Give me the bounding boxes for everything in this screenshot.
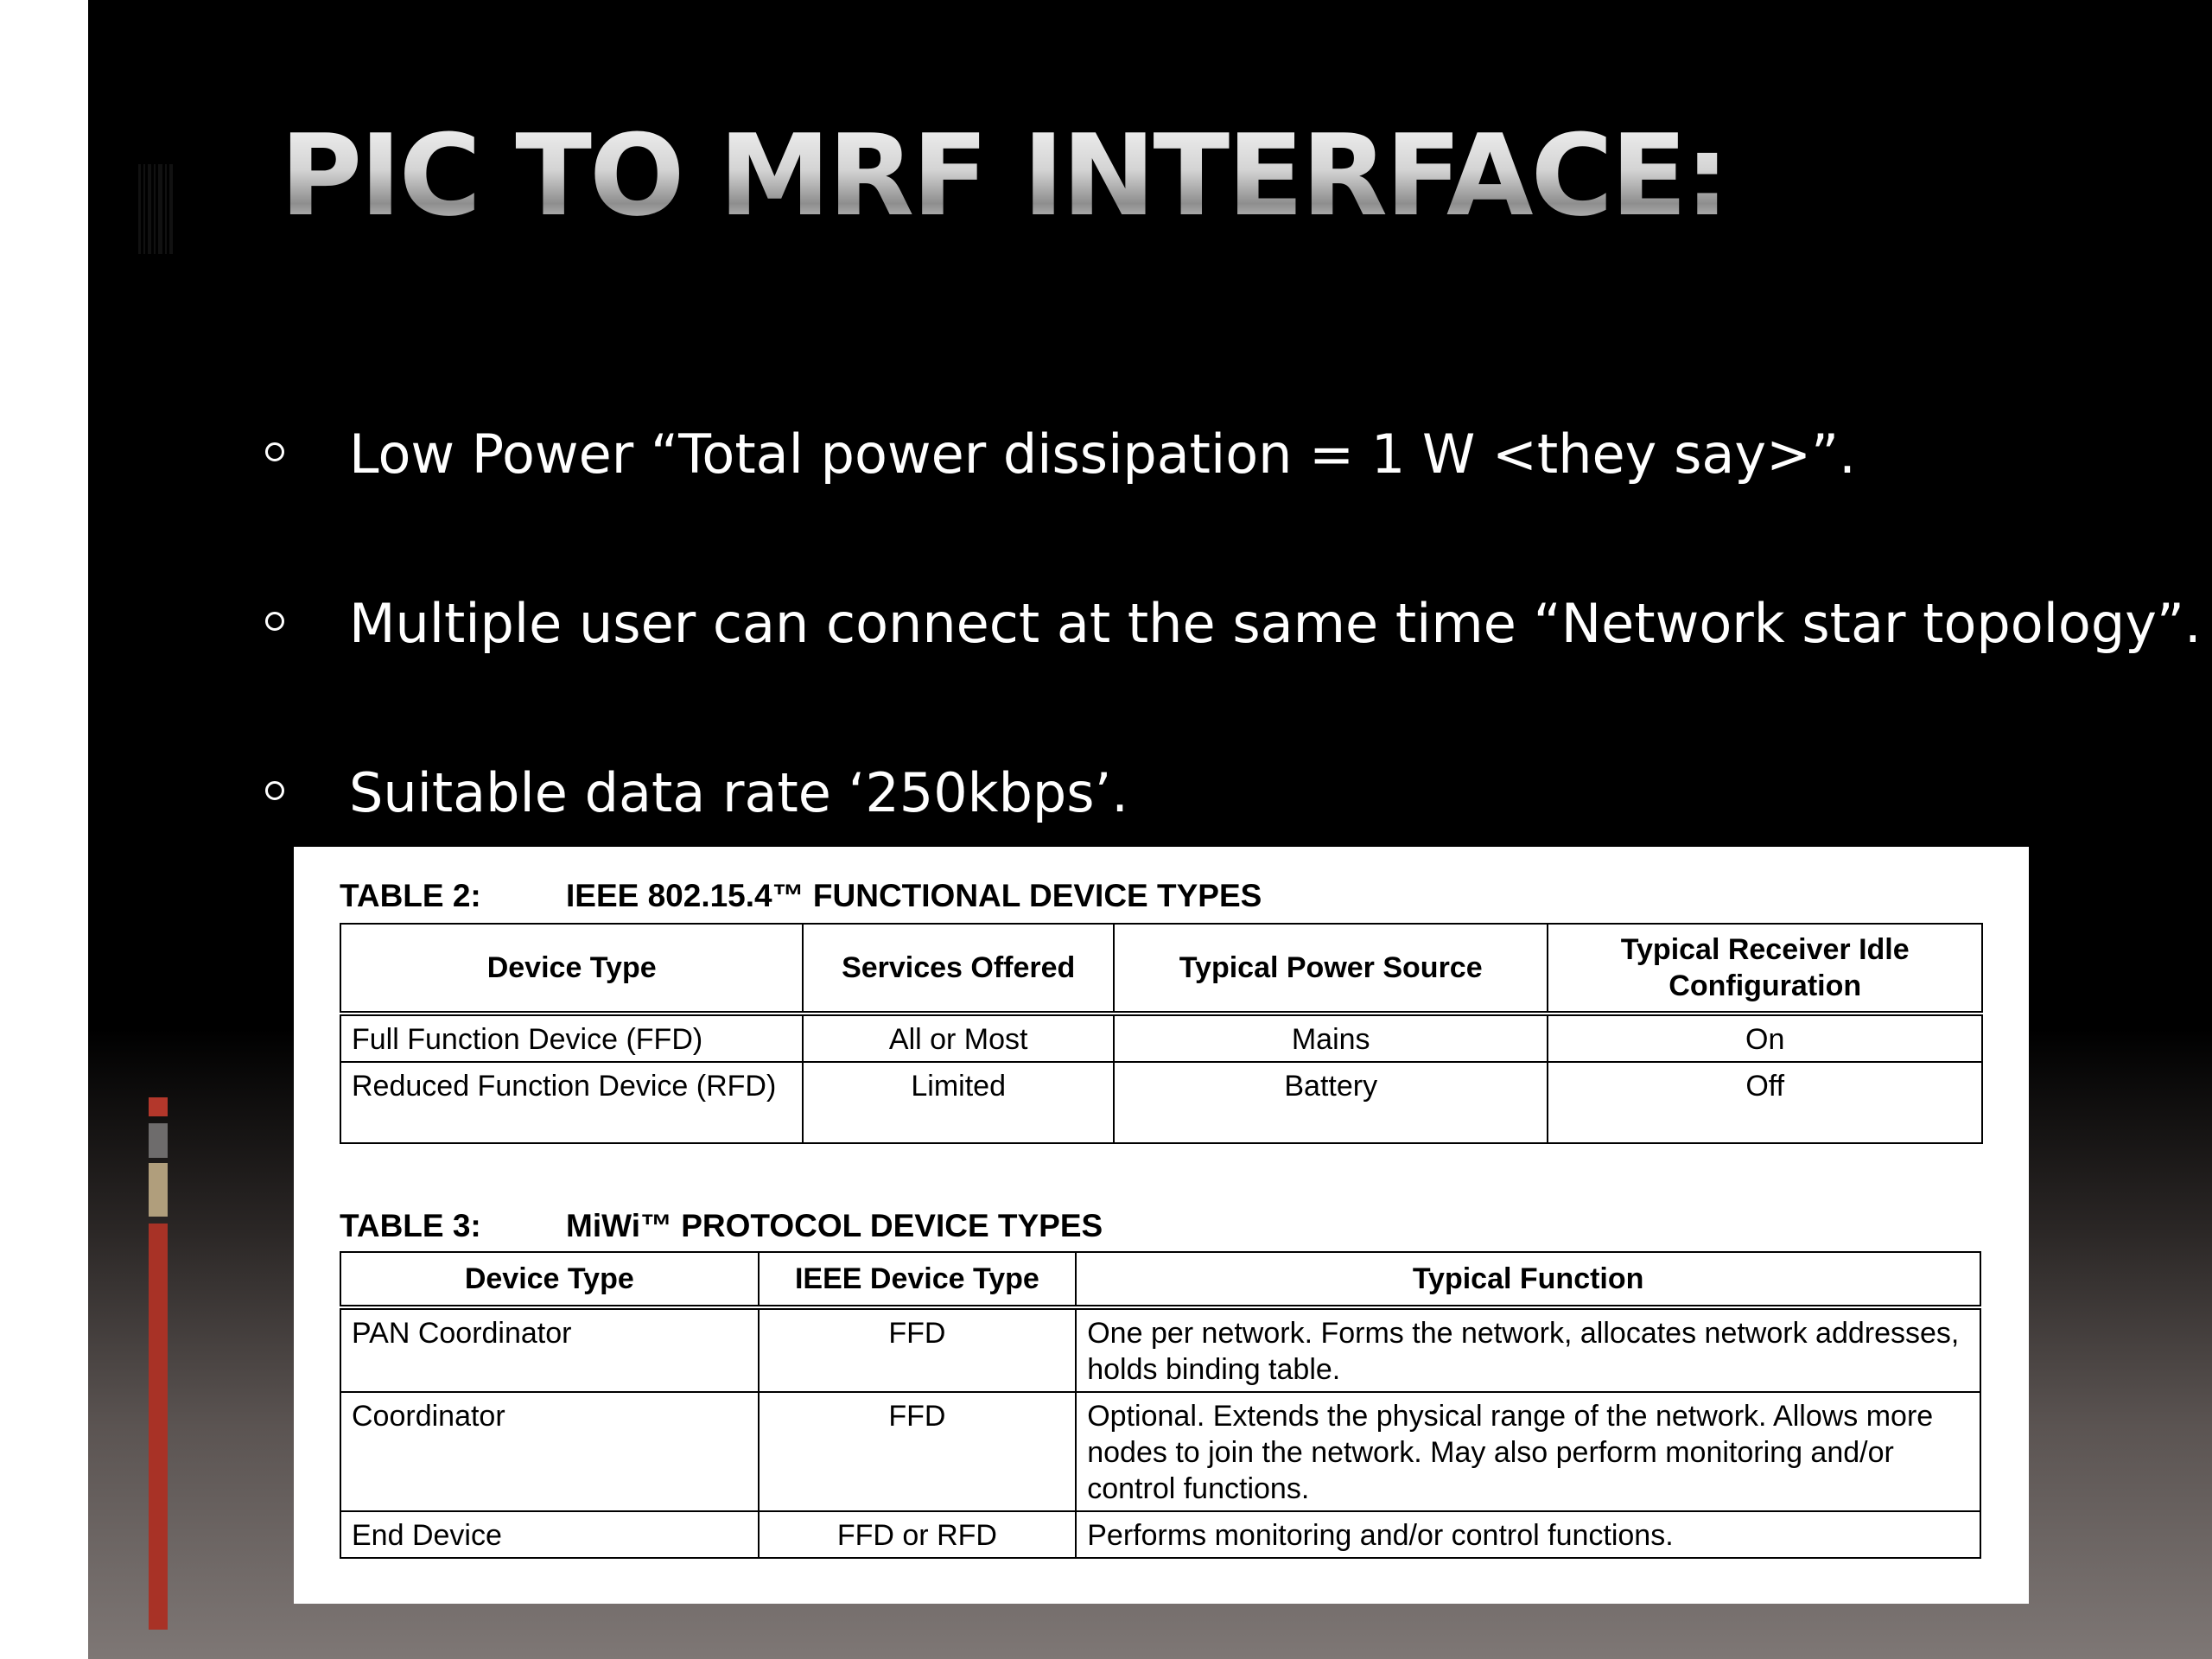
table2-label: TABLE 2: [340,878,481,913]
table2-header-cell: Typical Power Source [1114,924,1548,1014]
bullet-text: Low Power “Total power dissipation = 1 W <they say>”. [349,423,1856,486]
decorative-bar [149,1224,168,1630]
table-cell: One per network. Forms the network, allocates network addresses, holds binding table. [1076,1307,1980,1392]
table2 [340,923,1983,1144]
bullet-circle-icon [265,442,284,461]
decorative-bar [149,1163,168,1217]
table-cell: Coordinator [340,1392,759,1511]
slide-title: PIC TO MRF INTERFACE: [280,110,1727,241]
table3-label: TABLE 3: [340,1208,481,1243]
tables-image [294,847,2029,1604]
table3-header-row [340,1252,1980,1307]
table-cell: End Device [340,1511,759,1558]
bullet-text: Suitable data rate ‘250kbps’. [349,761,1128,824]
decorative-stripes [138,164,175,254]
table3-title: MiWi™ PROTOCOL DEVICE TYPES [566,1208,1103,1243]
table3-header-cell: IEEE Device Type [759,1252,1077,1307]
table-cell: On [1548,1014,1982,1062]
table-cell: FFD or RFD [759,1511,1077,1558]
table-cell: Battery [1114,1062,1548,1143]
bullet-circle-icon [265,612,284,631]
table-cell: Limited [803,1062,1114,1143]
table-cell: Mains [1114,1014,1548,1062]
table-cell: Performs monitoring and/or control functions. [1076,1511,1980,1558]
bullet-text: Multiple user can connect at the same time “Network star topology”. [349,592,2202,655]
decorative-bar [149,1097,168,1116]
table-cell: All or Most [803,1014,1114,1062]
table-row [340,1511,1980,1558]
decorative-bar [149,1123,168,1158]
table2-header-cell: Typical Receiver Idle Configuration [1548,924,1982,1014]
table2-header-cell: Device Type [340,924,803,1014]
table-cell: Reduced Function Device (RFD) [340,1062,803,1143]
table-row [340,1307,1980,1392]
table-row [340,1062,1982,1143]
table2-title: IEEE 802.15.4™ FUNCTIONAL DEVICE TYPES [566,878,1262,913]
table-cell: PAN Coordinator [340,1307,759,1392]
table3-header-cell: Typical Function [1076,1252,1980,1307]
table3 [340,1251,1981,1559]
table-row [340,1014,1982,1062]
table-cell: Full Function Device (FFD) [340,1014,803,1062]
bullet-circle-icon [265,781,284,800]
table-cell: Optional. Extends the physical range of the network. Allows more nodes to join the network. May also perform monitoring and/or control functions. [1076,1392,1980,1511]
table2-header-cell: Services Offered [803,924,1114,1014]
table-cell: FFD [759,1392,1077,1511]
table-cell: Off [1548,1062,1982,1143]
table-row [340,1392,1980,1511]
slide [88,0,2212,1659]
table3-header-cell: Device Type [340,1252,759,1307]
table2-header-row [340,924,1982,1014]
table-cell: FFD [759,1307,1077,1392]
